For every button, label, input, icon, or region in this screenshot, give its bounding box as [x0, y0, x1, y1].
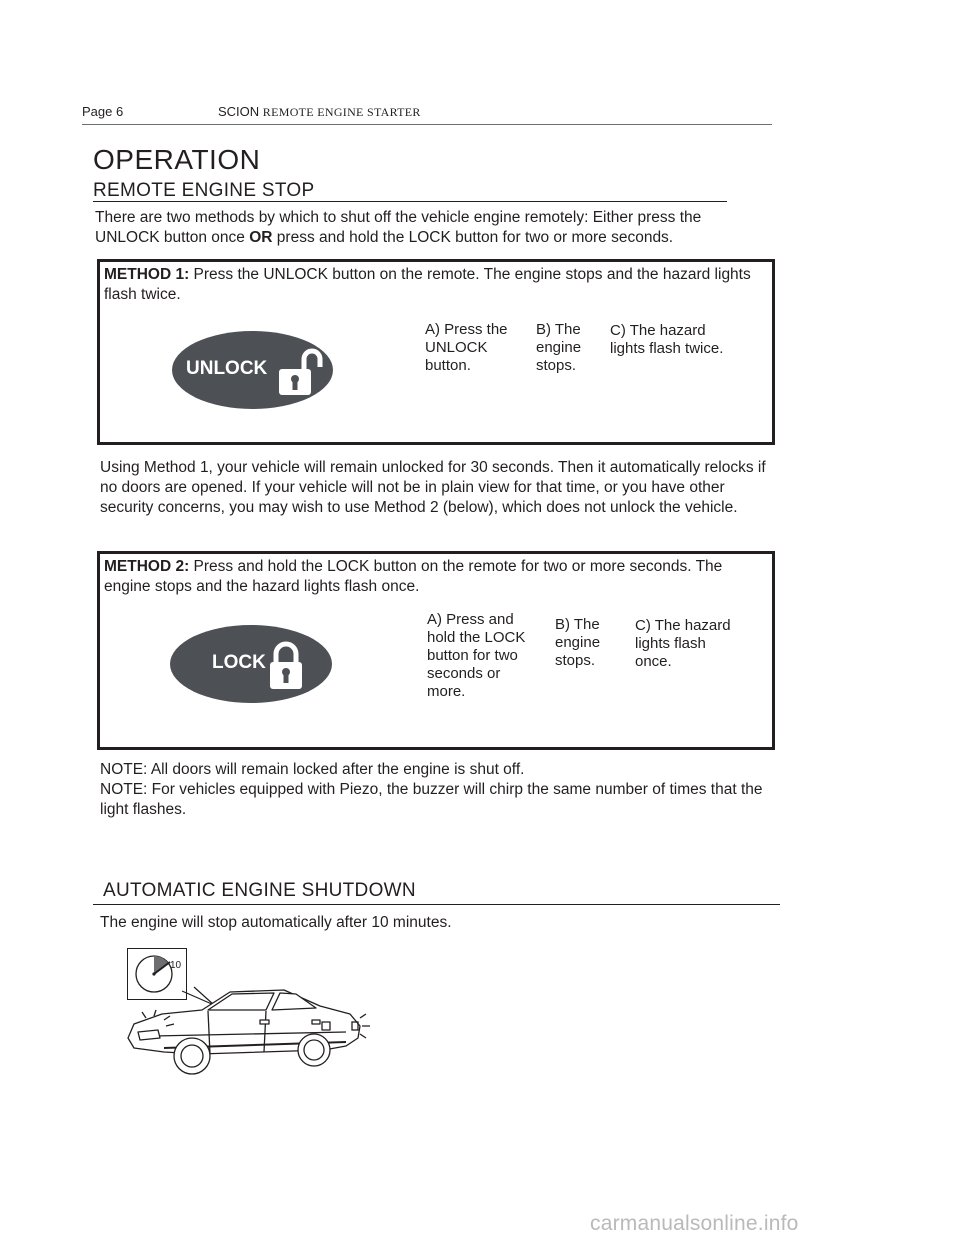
- auto-shutdown-text: The engine will stop automatically after 10 minutes.: [100, 914, 452, 931]
- intro-text-2: press and hold the LOCK button for two or more seconds.: [272, 229, 674, 246]
- section-title: OPERATION: [93, 144, 261, 175]
- method1-label: METHOD 1:: [104, 266, 190, 283]
- method2-step-c: C) The hazard lights flash once.: [635, 617, 731, 670]
- note-doors-locked: NOTE: All doors will remain locked after the engine is shut off.: [100, 761, 525, 778]
- subsection-title: REMOTE ENGINE STOP: [93, 180, 315, 201]
- method2-label: METHOD 2:: [104, 558, 190, 575]
- intro-text-1: There are two methods by which to shut off the vehicle engine remotely: Either press the UNLOCK button once: [95, 209, 702, 246]
- lock-button-illustration: [170, 625, 332, 703]
- method2-box: [97, 551, 775, 750]
- intro-paragraph: [95, 208, 755, 248]
- timer-label: 10: [170, 960, 182, 971]
- unlock-button-label: UNLOCK: [186, 358, 268, 379]
- notes: [100, 760, 780, 820]
- method2-description: [104, 557, 759, 597]
- intro-or: OR: [249, 229, 273, 246]
- brand-name: SCION: [218, 104, 260, 119]
- locked-padlock-icon: [264, 637, 314, 693]
- method1-text: Press the UNLOCK button on the remote. The engine stops and the hazard lights flash twice.: [104, 266, 751, 303]
- header-divider: [82, 124, 772, 125]
- auto-shutdown-title: AUTOMATIC ENGINE SHUTDOWN: [103, 880, 416, 901]
- car-illustration: [124, 980, 374, 1080]
- unlocked-padlock-icon: [275, 343, 331, 399]
- subsection-divider: [93, 201, 727, 202]
- page-number: Page 6: [82, 104, 124, 119]
- method2-step-a: A) Press and hold the LOCK button for two seconds or more.: [427, 611, 526, 700]
- note-piezo-buzzer: NOTE: For vehicles equipped with Piezo, the buzzer will chirp the same number of times that the light flashes.: [100, 781, 763, 818]
- method1-step-b: B) The engine stops.: [536, 321, 582, 374]
- method2-step-b: B) The engine stops.: [555, 616, 601, 669]
- method1-step-c: C) The hazard lights flash twice.: [610, 322, 724, 357]
- method1-box: [97, 259, 775, 445]
- running-header: [218, 104, 421, 120]
- method1-note: Using Method 1, your vehicle will remain unlocked for 30 seconds. Then it automatically relocks if no doors are opened. If your vehicle will not be in plain view for that time, or you have other security concerns, you may wish to use Method 2 (below), which does not unlock the vehicle.: [100, 459, 766, 516]
- auto-shutdown-divider: [93, 904, 780, 905]
- lock-button-label: LOCK: [212, 652, 266, 673]
- unlock-button-illustration: [172, 331, 333, 409]
- header-title: REMOTE ENGINE STARTER: [262, 105, 421, 119]
- watermark: carmanualsonline.info: [590, 1212, 799, 1235]
- method2-text: Press and hold the LOCK button on the remote for two or more seconds. The engine stops and the hazard lights flash once.: [104, 558, 723, 595]
- method1-description: [104, 265, 759, 305]
- method1-step-a: A) Press the UNLOCK button.: [425, 321, 508, 374]
